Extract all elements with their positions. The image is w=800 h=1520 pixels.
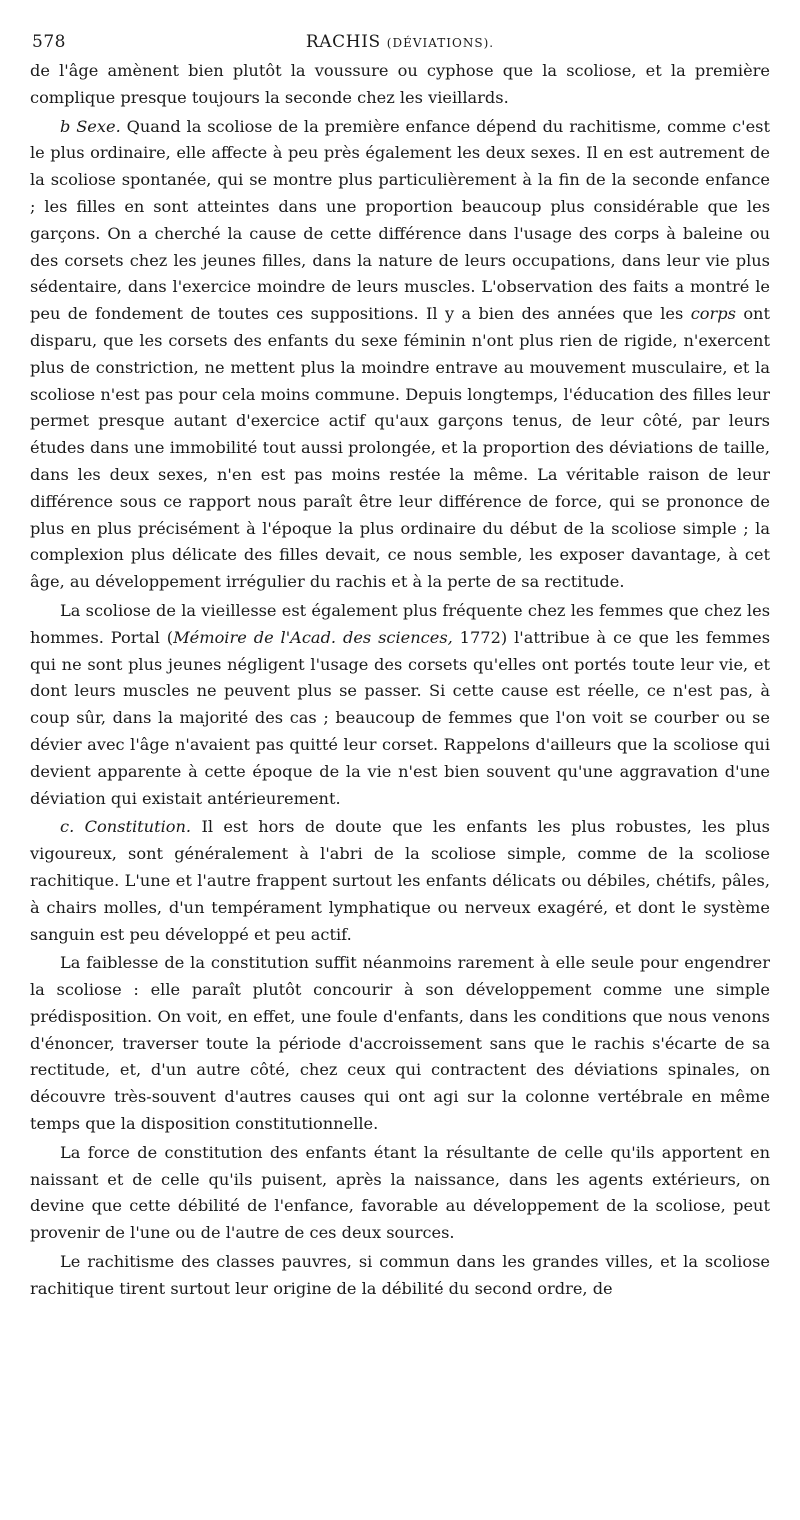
citation-title: Mémoire de l'Acad. des sciences, [173, 627, 453, 647]
paragraph-6 [30, 1140, 770, 1247]
section-lead-sexe: b Sexe. [60, 116, 121, 136]
book-page [30, 28, 770, 1305]
paragraph-text-continued: ont disparu, que les corsets des enfants du sexe féminin n'ont plus rien de rigide, n'exercent plus de constriction, ne mettent plus la moindre entrave au mouvement musculaire, et la scoliose n'est pas pour cela moins commune. Depuis longtemps, l'éducation des filles leur permet presque autant d'exercice actif qu'aux garçons tenus, de leur côté, par leurs études dans une immobilité tout aussi prolongée, et la proportion des déviations de taille, dans les deux sexes, n'en est pas moins restée la même. La véritable raison de leur différence sous ce rapport nous paraît être leur différence de force, qui se prononce de plus en plus précisément à l'époque la plus ordinaire du début de la scoliose simple ; la complexion plus délicate des filles devait, ce nous semble, les exposer davantage, à cet âge, au développement irrégulier du rachis et à la perte de sa rectitude. [30, 304, 770, 592]
paragraph-text: de l'âge amènent bien plutôt la voussure ou cyphose que la scoliose, et la première complique presque toujours la seconde chez les vieillards. [30, 61, 770, 107]
paragraph-5 [30, 950, 770, 1138]
paragraph-text: Le rachitisme des classes pauvres, si commun dans les grandes villes, et la scoliose rachitique tirent surtout leur origine de la débilité du second ordre, de [30, 1252, 770, 1298]
paragraph-1 [30, 58, 770, 112]
paragraph-text: La faiblesse de la constitution suffit néanmoins rarement à elle seule pour engendrer la scoliose : elle paraît plutôt concourir à son développement comme une simple prédisposition. On voit, en effet, une foule d'enfants, dans les conditions que nous venons d'énoncer, traverser toute la période d'accroissement sans que le rachis s'écarte de sa rectitude, et, d'un autre côté, chez ceux qui contractent des déviations spinales, on découvre très-souvent d'autres causes qui ont agi sur la colonne vertébrale en même temps que la disposition constitutionnelle. [30, 953, 770, 1134]
paragraph-2-sexe [30, 114, 770, 596]
paragraph-3 [30, 598, 770, 812]
body-text [30, 58, 770, 1303]
paragraph-7 [30, 1249, 770, 1303]
section-lead-constitution: c. Constitution. [60, 817, 192, 837]
italic-term: corps [690, 304, 736, 324]
paragraph-text: La scoliose de la vieillesse est également plus fréquente chez les femmes que chez les hommes. Portal ( [30, 600, 770, 647]
paragraph-text: La force de constitution des enfants étant la résultante de celle qu'ils apportent en naissant et de celle qu'ils puisent, après la naissance, dans les agents extérieurs, on devine que cette débilité de l'enfance, favorable au développement de la scoliose, peut provenir de l'une ou de l'autre de ces deux sources. [30, 1142, 770, 1243]
page-header [30, 28, 770, 58]
paragraph-text: Il est hors de doute que les enfants les plus robustes, les plus vigoureux, sont généralement à l'abri de la scoliose simple, comme de la scoliose rachitique. L'une et l'autre frappent surtout les enfants délicats ou débiles, chétifs, pâles, à chairs molles, d'un tempérament lymphatique ou nerveux exagéré, et dont le système sanguin est peu développé et peu actif. [30, 817, 770, 944]
running-head [30, 32, 770, 52]
paragraph-text-continued: 1772) l'attribue à ce que les femmes qui ne sont plus jeunes négligent l'usage des corsets qu'elles ont portés toute leur vie, et dont leurs muscles ne peuvent plus se passer. Si cette cause est réelle, ce n'est pas, à coup sûr, dans la majorité des cas ; beaucoup de femmes que l'on voit se courber ou se dévier avec l'âge n'avaient pas quitté leur corset. Rappelons d'ailleurs que la scoliose qui devient apparente à cette époque de la vie n'est bien souvent qu'une aggravation d'une déviation qui existait antérieurement. [30, 627, 771, 808]
paragraph-4-constitution [30, 814, 770, 948]
page-number: 578 [32, 32, 66, 52]
running-title: RACHIS [305, 32, 381, 52]
paragraph-text: Quand la scoliose de la première enfance dépend du rachitisme, comme c'est le plus ordinaire, elle affecte à peu près également les deux sexes. Il en est autrement de la scoliose spontanée, qui se montre plus particulièrement à la fin de la seconde enfance ; les filles en sont atteintes dans une proportion beaucoup plus considérable que les garçons. On a cherché la cause de cette différence dans l'usage des corps à baleine ou des corsets chez les jeunes filles, dans la nature de leurs occupations, dans leur vie plus sédentaire, dans l'exercice moindre de leurs muscles. L'observation des faits a montré le peu de fondement de toutes ces suppositions. Il y a bien des années que les [30, 116, 770, 324]
running-subtitle: (DÉVIATIONS). [386, 36, 495, 50]
